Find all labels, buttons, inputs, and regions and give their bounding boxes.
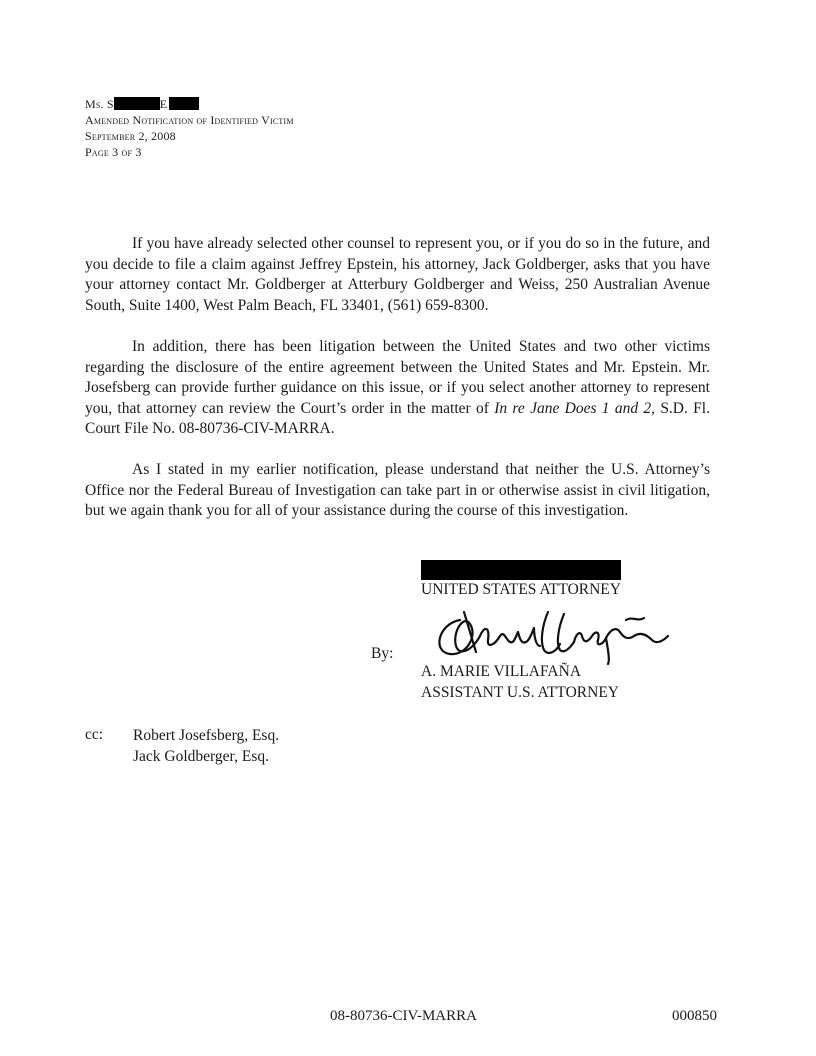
- body-paragraph-3: As I stated in my earlier notification, please understand that neither the U.S. Attorney’s Office nor the Federal Bureau of Investigation can take part in or otherwise assist in civil litigation, but we again thank you for all of your assistance during the course of this investigation.: [85, 461, 710, 519]
- cc-recipient: Robert Josefsberg, Esq.: [133, 727, 280, 744]
- handwritten-signature: [430, 606, 680, 668]
- redaction-bar: [421, 560, 621, 580]
- case-name: In re Jane Does 1 and 2: [494, 399, 652, 417]
- redaction-bar: [169, 97, 199, 110]
- footer-bates-number: 000850: [672, 1008, 717, 1024]
- redaction-bar: [114, 97, 160, 110]
- recipient-prefix: Ms. S: [85, 97, 114, 111]
- letter-header: [85, 96, 294, 160]
- body-paragraph-2: [85, 337, 710, 440]
- cc-list: [133, 726, 279, 767]
- subject-line: Amended Notification of Identified Victim: [85, 113, 294, 127]
- page-number-line: Page 3 of 3: [85, 145, 142, 159]
- paragraph-2-end: , S.D. Fl. Court File No. 08-80736-CIV-MARRA.: [85, 399, 710, 437]
- paragraph-2-start: In addition, there has been litigation between the United States and two other victims regarding the disclosure of the entire agreement between the United States and Mr. Epstein. Mr. Josefsberg can provide further guidance on this issue, or if you select another attorney to represent you, that attorney can review the Court’s order in the matter of: [85, 338, 710, 417]
- cc-label: cc:: [85, 726, 104, 743]
- footer-case-number: 08-80736-CIV-MARRA: [330, 1008, 477, 1024]
- body-paragraph-1: If you have already selected other counsel to represent you, or if you do so in the future, and you decide to file a claim against Jeffrey Epstein, his attorney, Jack Goldberger, asks that you have your attorney contact Mr. Goldberger at Atterbury Goldberger and Weiss, 250 Australian Avenue South, Suite 1400, West Palm Beach, FL 33401, (561) 659-8300.: [85, 235, 710, 314]
- signer-title: ASSISTANT U.S. ATTORNEY: [421, 684, 619, 701]
- recipient-line: [85, 96, 294, 112]
- cc-recipient: Jack Goldberger, Esq.: [133, 747, 269, 765]
- date-line: September 2, 2008: [85, 129, 176, 143]
- signer-name: A. MARIE VILLAFAÑA: [421, 663, 582, 680]
- recipient-mid: E: [159, 97, 168, 111]
- office-title: UNITED STATES ATTORNEY: [421, 581, 621, 598]
- by-label: By:: [371, 645, 394, 662]
